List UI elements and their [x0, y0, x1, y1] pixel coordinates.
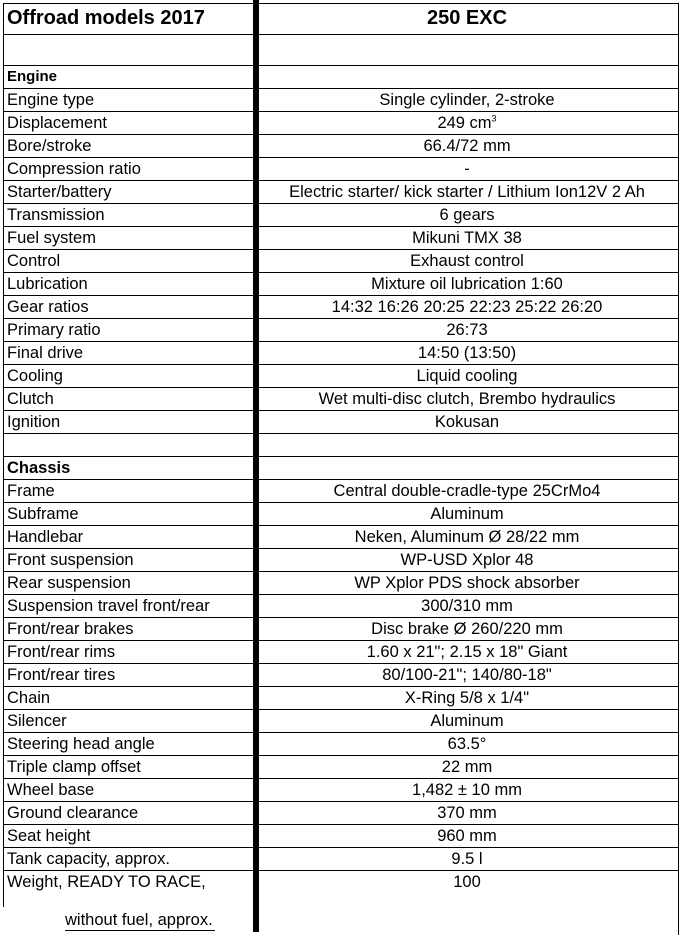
spec-value [255, 503, 679, 525]
spec-value [255, 618, 679, 640]
section-chassis [3, 457, 679, 480]
spec-label: Weight, READY TO RACE, [7, 873, 206, 891]
spec-value-text: Electric starter/ kick starter / Lithium Ion12V 2 Ah [289, 183, 645, 201]
table-row [3, 158, 679, 181]
spec-value-text: 66.4/72 mm [423, 137, 511, 155]
table-row [3, 181, 679, 204]
spec-value-text: Exhaust control [410, 252, 524, 270]
spec-value [255, 296, 679, 318]
spec-value [255, 204, 679, 226]
spec-label: Suspension travel front/rear [7, 597, 210, 615]
section-title: Engine [7, 68, 58, 85]
table-row [3, 549, 679, 572]
spec-label: Handlebar [7, 528, 84, 546]
engine-rows [3, 89, 679, 434]
spec-value-text: Mikuni TMX 38 [412, 229, 522, 247]
spec-label: Transmission [7, 206, 105, 224]
spec-value-text: 1.60 x 21"; 2.15 x 18" Giant [366, 643, 568, 661]
spec-value-text: Kokusan [434, 413, 500, 431]
spec-label: Engine type [7, 91, 95, 109]
spec-label: Wheel base [7, 781, 95, 799]
spec-value [255, 135, 679, 157]
spec-value-text: 960 mm [437, 827, 497, 845]
spec-label: Primary ratio [7, 321, 101, 339]
spec-label: Triple clamp offset [7, 758, 141, 776]
spec-value [255, 227, 679, 249]
spec-label: Steering head angle [7, 735, 155, 753]
spec-value-text: Neken, Aluminum Ø 28/22 mm [354, 528, 580, 546]
spec-label: Cooling [7, 367, 63, 385]
spec-value-text: 14:50 (13:50) [417, 344, 517, 362]
spec-label: Rear suspension [7, 574, 131, 592]
spec-label: Clutch [7, 390, 54, 408]
spec-value [255, 825, 679, 847]
spec-value [255, 526, 679, 548]
table-row [3, 480, 679, 503]
spec-value-text: 300/310 mm [421, 597, 513, 615]
spec-label: Front/rear brakes [7, 620, 134, 638]
spec-label: Ignition [7, 413, 61, 431]
spec-value [255, 89, 679, 111]
table-row [3, 710, 679, 733]
spec-value-text: - [464, 160, 470, 178]
superscript: 3 [491, 113, 497, 124]
table-row [3, 273, 679, 296]
spec-label: Silencer [7, 712, 67, 730]
spec-value-text: Central double-cradle-type 25CrMo4 [333, 482, 601, 500]
table-row [3, 204, 679, 227]
spec-value [255, 342, 679, 364]
table-row [3, 250, 679, 273]
table-row [3, 641, 679, 664]
table-row [3, 779, 679, 802]
spec-value [255, 319, 679, 341]
table-row [3, 802, 679, 825]
spec-label: Front/rear tires [7, 666, 116, 684]
table-row [3, 112, 679, 135]
spec-value-text: 100 [453, 873, 481, 891]
chassis-rows [3, 480, 679, 893]
spec-label: Gear ratios [7, 298, 89, 316]
spec-value-text: 80/100-21"; 140/80-18" [382, 666, 552, 684]
section-title: Chassis [7, 459, 71, 477]
spec-label: Subframe [7, 505, 79, 523]
table-row [3, 572, 679, 595]
table-row [3, 296, 679, 319]
spec-label: Front/rear rims [7, 643, 116, 661]
spec-value-text: Mixture oil lubrication 1:60 [371, 275, 563, 293]
spec-value-text: 22 mm [441, 758, 493, 776]
spec-value [255, 641, 679, 663]
spec-value-text: Liquid cooling [416, 367, 518, 385]
table-row [3, 388, 679, 411]
table-row [3, 503, 679, 526]
spec-value-text: WP Xplor PDS shock absorber [354, 574, 580, 592]
spec-label: Frame [7, 482, 55, 500]
spec-label: Final drive [7, 344, 84, 362]
spec-value [255, 388, 679, 410]
spec-value [255, 365, 679, 387]
spec-value [255, 595, 679, 617]
spec-value [255, 756, 679, 778]
spec-value [255, 112, 679, 134]
spec-value [255, 871, 679, 893]
spec-label: Starter/battery [7, 183, 112, 201]
model-name: 250 EXC [426, 7, 508, 29]
spec-value [255, 549, 679, 571]
spec-value [255, 802, 679, 824]
table-row [3, 89, 679, 112]
table-row [3, 825, 679, 848]
table-row [3, 365, 679, 388]
table-row [3, 664, 679, 687]
spec-label: Seat height [7, 827, 91, 845]
spec-value-text: 249 cm [437, 114, 492, 132]
spacer-row [3, 434, 679, 457]
spec-value-text: Wet multi-disc clutch, Brembo hydraulics [318, 390, 616, 408]
spec-value-text: 9.5 l [451, 850, 483, 868]
spec-label: Fuel system [7, 229, 96, 247]
spec-value [255, 250, 679, 272]
spec-value [255, 848, 679, 870]
spec-value [255, 779, 679, 801]
spec-label: Ground clearance [7, 804, 139, 822]
spec-label: Compression ratio [7, 160, 141, 178]
spec-value [255, 411, 679, 433]
table-row [3, 342, 679, 365]
table-row [3, 135, 679, 158]
table-title: Offroad models 2017 [7, 7, 205, 29]
spec-label: Bore/stroke [7, 137, 92, 155]
spec-value [255, 664, 679, 686]
spec-value-text: X-Ring 5/8 x 1/4" [404, 689, 530, 707]
spec-value [255, 572, 679, 594]
spec-value [255, 480, 679, 502]
table-row [3, 756, 679, 779]
spec-value [255, 181, 679, 203]
column-divider [253, 0, 259, 932]
spec-value [255, 710, 679, 732]
spec-value-text: 1,482 ± 10 mm [412, 781, 522, 799]
table-row [3, 227, 679, 250]
spec-value [255, 158, 679, 180]
section-engine [3, 66, 679, 89]
header-row [3, 3, 679, 35]
spec-table [3, 3, 679, 893]
table-row [3, 618, 679, 641]
spec-label: Tank capacity, approx. [7, 850, 170, 868]
spec-label: Lubrication [7, 275, 88, 293]
spacer-row [3, 35, 679, 66]
spec-value-text: Aluminum [430, 505, 504, 523]
spec-value [255, 733, 679, 755]
spec-label: Control [7, 252, 61, 270]
table-row [3, 526, 679, 549]
spec-value-text: 6 gears [439, 206, 495, 224]
weight-continuation: without fuel, approx. [65, 911, 213, 929]
spec-value-text: Disc brake Ø 260/220 mm [371, 620, 563, 638]
table-row [3, 319, 679, 342]
table-row [3, 411, 679, 434]
spec-label: Chain [7, 689, 51, 707]
spec-label: Front suspension [7, 551, 134, 569]
table-row [3, 871, 679, 893]
spec-value-text: Aluminum [430, 712, 504, 730]
spec-label: Displacement [7, 114, 107, 132]
spec-value-text: 63.5° [447, 735, 487, 753]
spec-value-text: 370 mm [437, 804, 497, 822]
spec-value-text: Single cylinder, 2-stroke [379, 91, 555, 109]
spec-value-text: WP-USD Xplor 48 [400, 551, 534, 569]
table-row [3, 595, 679, 618]
spec-value-text: 26:73 [446, 321, 488, 339]
table-row [3, 733, 679, 756]
table-row [3, 848, 679, 871]
spec-value [255, 273, 679, 295]
spec-value-text: 14:32 16:26 20:25 22:23 25:22 26:20 [331, 298, 603, 316]
spec-value [255, 687, 679, 709]
table-row [3, 687, 679, 710]
